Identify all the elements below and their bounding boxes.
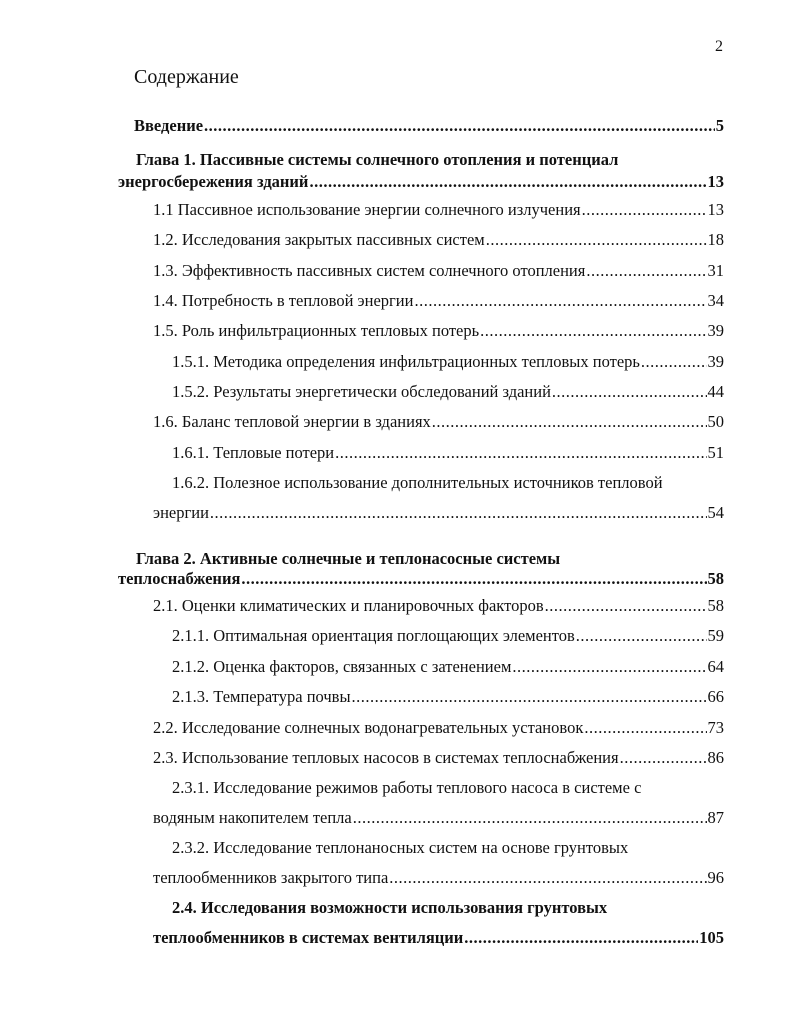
- toc-entry-2-1-1: [172, 626, 724, 646]
- toc-entry-title: 1.3. Эффективность пассивных систем солнечного отопления: [153, 261, 586, 280]
- toc-entry-title: 2.1.1. Оптимальная ориентация поглощающих элементов: [172, 626, 575, 645]
- toc-entry-2-1-2: [172, 657, 724, 677]
- toc-entry-1-4: [153, 291, 724, 311]
- toc-entry-title: 1.5. Роль инфильтрационных тепловых потерь: [153, 321, 480, 340]
- toc-entry-page: 31: [707, 261, 724, 280]
- toc-entry-title: 1.6.1. Тепловые потери: [172, 443, 335, 462]
- toc-entry-1-6: [153, 412, 724, 432]
- toc-entry-title: 1.1 Пассивное использование энергии солнечного излучения: [153, 200, 581, 219]
- toc-entry-page: 87: [707, 808, 724, 827]
- toc-entry-page: 13: [707, 172, 724, 191]
- toc-entry-page: 18: [707, 230, 724, 249]
- toc-entry-1-6-2: [153, 473, 724, 523]
- toc-entry-title: 1.6. Баланс тепловой энергии в зданиях: [153, 412, 431, 431]
- toc-entry-page: 58: [707, 569, 724, 588]
- toc-entry-title-line1: 2.4. Исследования возможности использования грунтовых: [172, 898, 608, 917]
- toc-entry-title: 2.1.3. Температура почвы: [172, 687, 351, 706]
- toc-entry-chapter-2: [118, 549, 724, 589]
- toc-entry-introduction: [134, 116, 724, 136]
- toc-entry-page: 51: [707, 443, 724, 462]
- toc-entry-page: 105: [699, 928, 724, 947]
- toc-entry-1-1: [153, 200, 724, 220]
- toc-entry-page: 73: [707, 718, 724, 737]
- toc-entry-page: 59: [707, 626, 724, 645]
- toc-entry-title: 2.1. Оценки климатических и планировочных факторов: [153, 596, 544, 615]
- toc-entry-page: 44: [707, 382, 724, 401]
- toc-entry-page: 34: [707, 291, 724, 310]
- toc-entry-2-2: [153, 718, 724, 738]
- toc-entry-title-line2: энергосбережения зданий: [118, 172, 309, 191]
- toc-entry-page: 50: [707, 412, 724, 431]
- toc-entry-title: 1.5.1. Методика определения инфильтрационных тепловых потерь: [172, 352, 640, 371]
- toc-entry-page: 54: [707, 503, 724, 522]
- toc-entry-title-line1: Глава 1. Пассивные системы солнечного отопления и потенциал: [136, 150, 619, 169]
- toc-entry-2-3-1: [153, 778, 724, 828]
- toc-entry-page: 58: [707, 596, 724, 615]
- toc-entry-2-3: [153, 748, 724, 768]
- toc-entry-title: 2.3. Использование тепловых насосов в системах теплоснабжения: [153, 748, 619, 767]
- toc-entry-title: 1.4. Потребность в тепловой энергии: [153, 291, 414, 310]
- toc-entry-title: 2.1.2. Оценка факторов, связанных с затенением: [172, 657, 512, 676]
- toc-entry-page: 86: [707, 748, 724, 767]
- toc-entry-1-3: [153, 261, 724, 281]
- toc-entry-title: 2.2. Исследование солнечных водонагревательных установок: [153, 718, 584, 737]
- toc-entry-title-line2: энергии: [153, 503, 209, 522]
- toc-entry-title-line1: 2.3.1. Исследование режимов работы теплового насоса в системе с: [172, 778, 642, 797]
- toc-entry-title-line2: теплообменников закрытого типа: [153, 868, 389, 887]
- toc-entry-2-3-2: [153, 838, 724, 888]
- toc-entry-1-6-1: [172, 443, 724, 463]
- toc-entry-title-line2: водяным накопителем тепла: [153, 808, 352, 827]
- toc-entry-2-4: [153, 898, 724, 948]
- toc-title: Содержание: [134, 66, 239, 88]
- toc-entry-1-5-1: [172, 352, 724, 372]
- toc-entry-2-1: [153, 596, 724, 616]
- toc-entry-page: 39: [707, 352, 724, 371]
- toc-entry-page: 5: [715, 116, 724, 135]
- toc-entry-page: 13: [707, 200, 724, 219]
- toc-entry-page: 66: [707, 687, 724, 706]
- toc-entry-title-line1: 1.6.2. Полезное использование дополнительных источников тепловой: [172, 473, 663, 492]
- toc-entry-title: 1.2. Исследования закрытых пассивных систем: [153, 230, 485, 249]
- toc-entry-page: 64: [707, 657, 724, 676]
- toc-entry-title-line2: теплоснабжения: [118, 569, 241, 588]
- toc-entry-title-line1: 2.3.2. Исследование теплонаносных систем на основе грунтовых: [172, 838, 629, 857]
- toc-entry-chapter-1: [118, 150, 724, 192]
- toc-entry-title: 1.5.2. Результаты энергетически обследований зданий: [172, 382, 551, 401]
- toc-entry-1-5-2: [172, 382, 724, 402]
- toc-entry-1-2: [153, 230, 724, 250]
- toc-entry-title-line2: теплообменников в системах вентиляции: [153, 928, 464, 947]
- toc-entry-1-5: [153, 321, 724, 341]
- toc-entry-2-1-3: [172, 687, 724, 707]
- page-number: 2: [715, 38, 723, 55]
- toc-entry-page: 96: [707, 868, 724, 887]
- toc-entry-title-line1: Глава 2. Активные солнечные и теплонасосные системы: [136, 549, 561, 568]
- toc-entry-title: Введение: [134, 116, 204, 135]
- toc-entry-page: 39: [707, 321, 724, 340]
